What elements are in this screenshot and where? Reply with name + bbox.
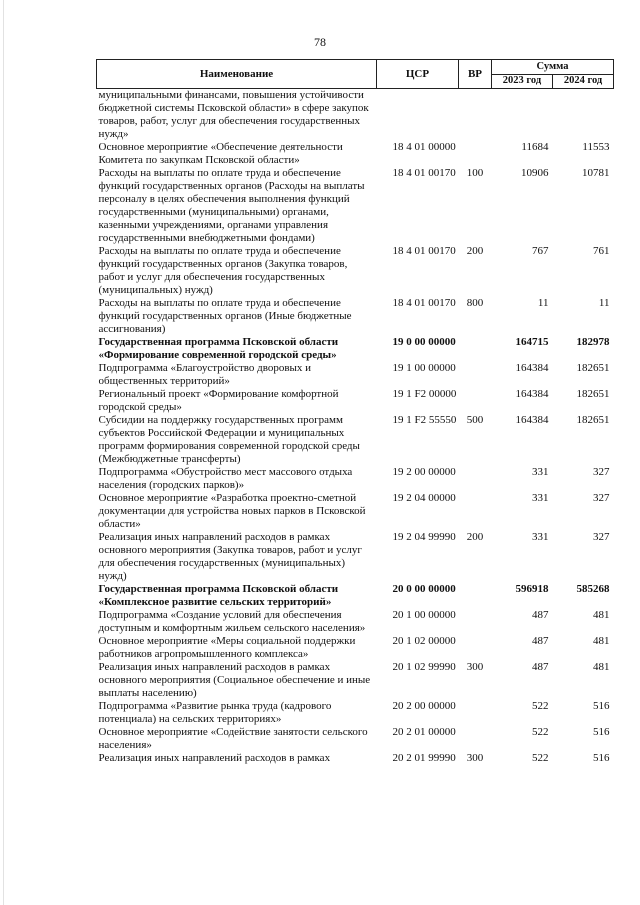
row-csr-cell: 19 2 00 00000 [392,466,456,478]
row-sum-2023-cell: 164384 [515,414,549,426]
row-sum-2023-cell: 164715 [515,336,549,348]
table-body [97,89,614,766]
header-sum: Сумма [492,60,614,75]
row-vr-cell: 200 [466,245,484,257]
scan-edge [3,0,4,905]
row-vr-cell: 300 [466,752,484,764]
row-sum-2024-cell: 516 [593,726,610,738]
row-name-cell: Основное мероприятие «Содействие занятости сельского населения» [98,726,368,751]
row-name-cell: Подпрограмма «Развитие рынка труда (кадрового потенциала) на сельских территориях» [98,700,332,725]
row-csr-cell: 19 2 04 99990 [392,531,456,543]
row-sum-2023-cell [492,89,553,142]
table-row [97,167,614,245]
row-sum-2023-cell: 487 [532,635,549,647]
row-name-cell: Подпрограмма «Создание условий для обеспечения доступным и комфортным жильем сельского населения» [98,609,366,634]
row-sum-2023-cell: 522 [532,726,549,738]
table-row [97,661,614,700]
row-sum-2024-cell: 182651 [576,414,610,426]
row-sum-2024-cell: 327 [593,531,610,543]
row-sum-2024-cell: 182978 [576,336,610,348]
row-name-cell: Реализация иных направлений расходов в рамках [98,752,331,764]
row-vr-cell [459,635,492,661]
header-name: Наименование [97,60,377,89]
row-csr-cell: 19 0 00 00000 [392,336,456,348]
row-name-cell: Подпрограмма «Обустройство мест массового отдыха населения (городских парков)» [98,466,353,491]
row-csr-cell: 19 1 00 00000 [392,362,456,374]
table-row [97,388,614,414]
row-sum-2024-cell: 11 [598,297,610,309]
table-row [97,531,614,583]
row-sum-2024-cell: 182651 [576,388,610,400]
row-name-cell: муниципальными финансами, повышения устойчивости бюджетной системы Псковской области» в сфере закупок товаров, работ, услуг для обеспечения государственных нужд» [98,89,369,140]
row-sum-2023-cell: 767 [532,245,549,257]
header-csr: ЦСР [377,60,459,89]
row-csr-cell: 19 2 04 00000 [392,492,456,504]
row-name-cell: Расходы на выплаты по оплате труда и обеспечение функций государственных органов (Иные бюджетные ассигнования) [98,297,352,335]
row-sum-2023-cell: 487 [532,661,549,673]
row-name-cell: Расходы на выплаты по оплате труда и обеспечение функций государственных органов (Расходы на выплаты персоналу в целях обеспечения выполнения функций государственными (муниципальными) органами, казенными учреждениями, органами управления государственными внебюджетными фондами) [98,167,365,244]
row-sum-2024-cell [553,89,614,142]
table-row [97,466,614,492]
row-vr-cell: 800 [466,297,484,309]
table-row [97,609,614,635]
row-csr-cell: 20 0 00 00000 [392,583,456,595]
row-csr-cell: 18 4 01 00170 [392,245,456,257]
row-vr-cell [459,700,492,726]
row-sum-2024-cell: 182651 [576,362,610,374]
row-sum-2023-cell: 11684 [521,141,549,153]
table-row [97,583,614,609]
row-vr-cell [459,141,492,167]
row-sum-2023-cell: 522 [532,752,549,764]
budget-table [96,59,614,765]
row-csr-cell: 20 2 01 99990 [392,752,456,764]
row-sum-2024-cell: 327 [593,492,610,504]
header-year-2023: 2023 год [492,74,553,89]
row-csr-cell: 19 1 F2 00000 [392,388,457,400]
table-row [97,414,614,466]
row-sum-2023-cell: 10906 [521,167,549,179]
row-csr-cell: 20 2 00 00000 [392,700,456,712]
table-row [97,336,614,362]
row-sum-2023-cell: 331 [532,531,549,543]
row-name-cell: Расходы на выплаты по оплате труда и обеспечение функций государственных органов (Закупка товаров, работ и услуг для обеспечения государственных (муниципальных) нужд) [98,245,348,296]
row-csr-cell: 18 4 01 00000 [392,141,456,153]
table-row [97,141,614,167]
header-vr: ВР [459,60,492,89]
row-csr-cell: 20 1 02 00000 [392,635,456,647]
row-sum-2024-cell: 481 [593,661,610,673]
row-vr-cell: 500 [466,414,484,426]
table-row [97,492,614,531]
row-vr-cell [459,492,492,531]
row-vr-cell [459,336,492,362]
row-vr-cell [459,726,492,752]
row-sum-2023-cell: 522 [532,700,549,712]
row-vr-cell: 100 [466,167,484,179]
row-sum-2023-cell: 164384 [515,388,549,400]
row-vr-cell [459,466,492,492]
row-sum-2023-cell: 11 [537,297,549,309]
row-csr-cell: 20 2 01 00000 [392,726,456,738]
row-vr-cell: 200 [466,531,484,543]
table-row [97,297,614,336]
row-name-cell: Региональный проект «Формирование комфортной городской среды» [98,388,339,413]
row-vr-cell [459,583,492,609]
row-vr-cell: 300 [466,661,484,673]
table-row [97,635,614,661]
row-name-cell: Основное мероприятие «Разработка проектно-сметной документации для устройства новых парков в Псковской области» [98,492,366,530]
row-sum-2023-cell: 164384 [515,362,549,374]
row-csr-cell: 18 4 01 00170 [392,167,456,179]
row-sum-2023-cell: 331 [532,492,549,504]
row-name-cell: Реализация иных направлений расходов в рамках основного мероприятия (Закупка товаров, работ и услуг для обеспечения государственных (муниципальных) нужд) [98,531,362,582]
row-sum-2023-cell: 331 [532,466,549,478]
row-csr-cell: 20 1 00 00000 [392,609,456,621]
row-sum-2023-cell: 596918 [515,583,549,595]
table-row [97,726,614,752]
row-csr-cell: 19 1 F2 55550 [392,414,457,426]
row-sum-2024-cell: 11553 [582,141,610,153]
row-sum-2024-cell: 516 [593,700,610,712]
row-sum-2023-cell: 487 [532,609,549,621]
row-csr-cell: 20 1 02 99990 [392,661,456,673]
row-csr-cell [377,89,459,142]
row-sum-2024-cell: 327 [593,466,610,478]
row-sum-2024-cell: 481 [593,635,610,647]
table-header [97,60,614,89]
table-row [97,89,614,142]
row-csr-cell: 18 4 01 00170 [392,297,456,309]
row-sum-2024-cell: 585268 [576,583,610,595]
row-vr-cell [459,388,492,414]
header-year-2024: 2024 год [553,74,614,89]
row-name-cell: Субсидии на поддержку государственных программ субъектов Российской Федерации и муниципальных программ формирования современной городской среды (Межбюджетные трансферты) [98,414,360,465]
row-name-cell: Реализация иных направлений расходов в рамках основного мероприятия (Социальное обеспечение и иные выплаты населению) [98,661,371,699]
row-name-cell: Основное мероприятие «Обеспечение деятельности Комитета по закупкам Псковской области» [98,141,343,166]
row-sum-2024-cell: 761 [593,245,610,257]
row-sum-2024-cell: 516 [593,752,610,764]
row-vr-cell [459,362,492,388]
row-sum-2024-cell: 10781 [582,167,610,179]
row-vr-cell [459,609,492,635]
table-row [97,245,614,297]
table-row [97,362,614,388]
row-vr-cell [459,89,492,142]
row-name-cell: Государственная программа Псковской области «Формирование современной городской среды» [98,336,339,361]
table-row [97,700,614,726]
table-row [97,752,614,765]
row-sum-2024-cell: 481 [593,609,610,621]
row-name-cell: Подпрограмма «Благоустройство дворовых и общественных территорий» [98,362,312,387]
row-name-cell: Государственная программа Псковской области «Комплексное развитие сельских территорий» [98,583,339,608]
row-name-cell: Основное мероприятие «Меры социальной поддержки работников агропромышленного комплекса» [98,635,356,660]
page-number: 78 [314,35,326,49]
